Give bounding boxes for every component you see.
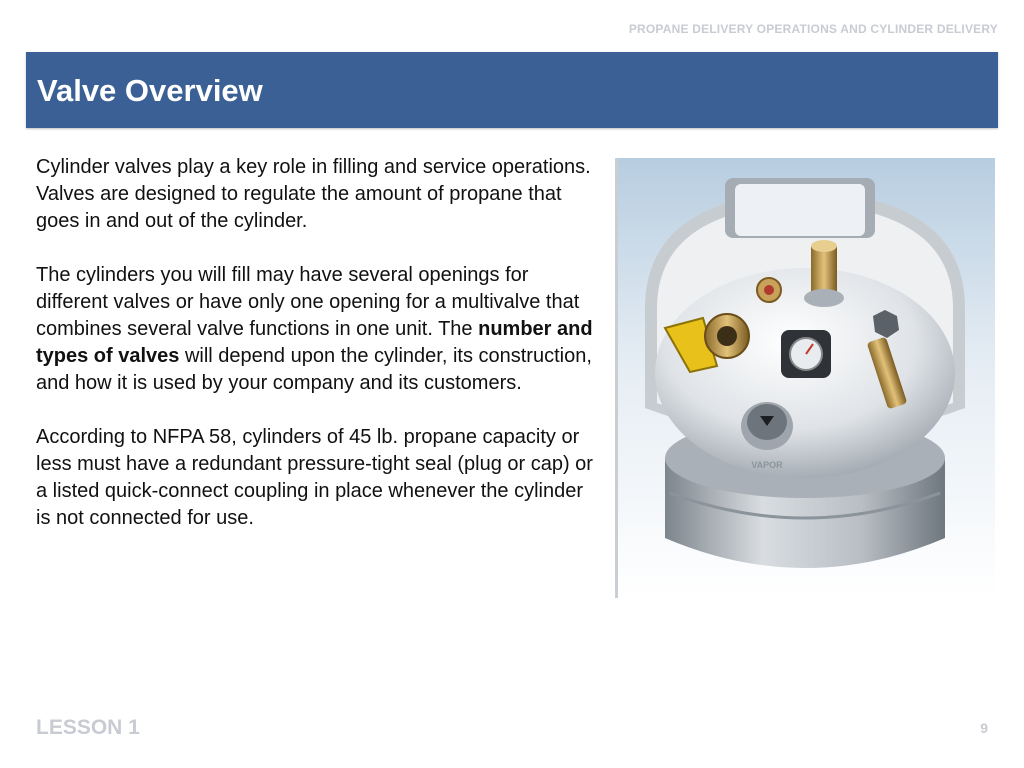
- body-text: [36, 154, 602, 558]
- propane-cylinder-photo: [615, 158, 995, 598]
- cylinder-label: VAPOR: [751, 460, 783, 470]
- page-number: 9: [980, 720, 988, 736]
- paragraph-openings-start: The cylinders you will fill may have several openings for different valves or have only one opening for a multivalve that combines several valve functions in one unit. The: [36, 263, 580, 341]
- paragraph-openings-end: will depend upon the cylinder, its construction, and how it is used by your company and its customers.: [36, 345, 592, 395]
- slide-title: Valve Overview: [37, 73, 263, 108]
- emphasis-valve-types: number and types of valves: [36, 318, 593, 368]
- paragraph-nfpa: According to NFPA 58, cylinders of 45 lb. propane capacity or less must have a redundant pressure-tight seal (plug or cap) or a listed quick-connect coupling in place whenever the cylinder is not connected for use.: [36, 425, 593, 530]
- title-bar: [26, 52, 998, 128]
- paragraph-valves-role: Cylinder valves play a key role in filling and service operations. Valves are designed to regulate the amount of propane that goes in and out of the cylinder.: [36, 156, 591, 233]
- propane-cylinder-illustration: [615, 158, 995, 598]
- running-header: PROPANE DELIVERY OPERATIONS AND CYLINDER DELIVERY: [628, 22, 998, 36]
- paragraph-openings: [36, 262, 602, 398]
- lesson-label: LESSON 1: [36, 716, 140, 739]
